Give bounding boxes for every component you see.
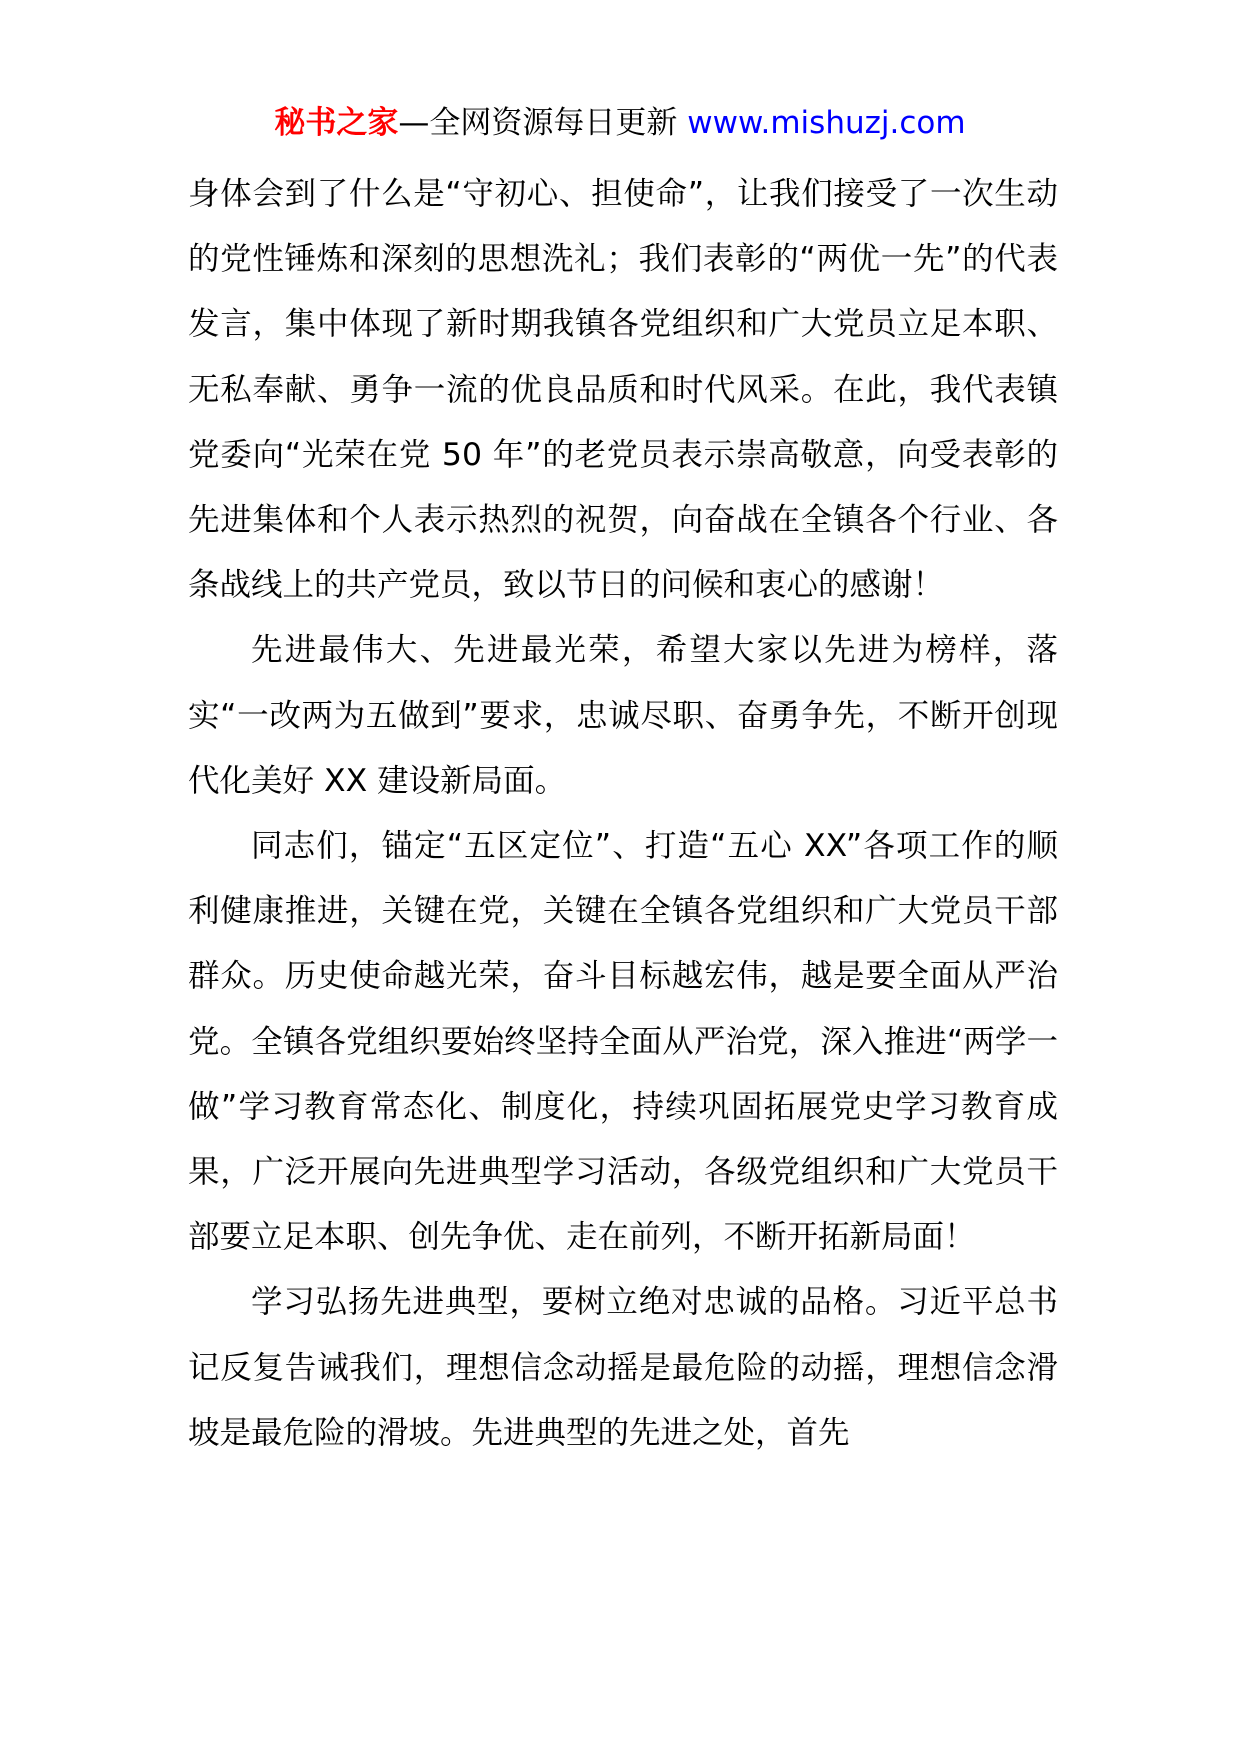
- document-body: [188, 162, 1058, 1466]
- document-header: [0, 100, 1240, 146]
- header-brand: 秘书之家: [274, 105, 399, 141]
- header-tagline: —全网资源每日更新: [398, 105, 688, 141]
- paragraph-4: 学习弘扬先进典型，要树立绝对忠诚的品格。习近平总书记反复告诫我们，理想信念动摇是最危险的动摇，理想信念滑坡是最危险的滑坡。先进典型的先进之处，首先: [188, 1284, 1058, 1451]
- paragraph-3: 同志们，锚定“五区定位”、打造“五心 XX”各项工作的顺利健康推进，关键在党，关键在全镇各党组织和广大党员干部群众。历史使命越光荣，奋斗目标越宏伟，越是要全面从严治党。全镇各党组织要始终坚持全面从严治党，深入推进“两学一做”学习教育常态化、制度化，持续巩固拓展党史学习教育成果，广泛开展向先进典型学习活动，各级党组织和广大党员干部要立足本职、创先争优、走在前列，不断开拓新局面！: [188, 828, 1058, 1256]
- paragraph-1: 身体会到了什么是“守初心、担使命”，让我们接受了一次生动的党性锤炼和深刻的思想洗礼；我们表彰的“两优一先”的代表发言，集中体现了新时期我镇各党组织和广大党员立足本职、无私奉献、勇争一流的优良品质和时代风采。在此，我代表镇党委向“光荣在党 50 年”的老党员表示崇高敬意，向受表彰的先进集体和个人表示热烈的祝贺，向奋战在全镇各个行业、各条战线上的共产党员，致以节日的问候和衷心的感谢！: [188, 176, 1058, 604]
- paragraph-2: 先进最伟大、先进最光荣，希望大家以先进为榜样，落实“一改两为五做到”要求，忠诚尽职、奋勇争先，不断开创现代化美好 XX 建设新局面。: [188, 632, 1058, 799]
- header-url-link[interactable]: www.mishuzj.com: [687, 105, 966, 141]
